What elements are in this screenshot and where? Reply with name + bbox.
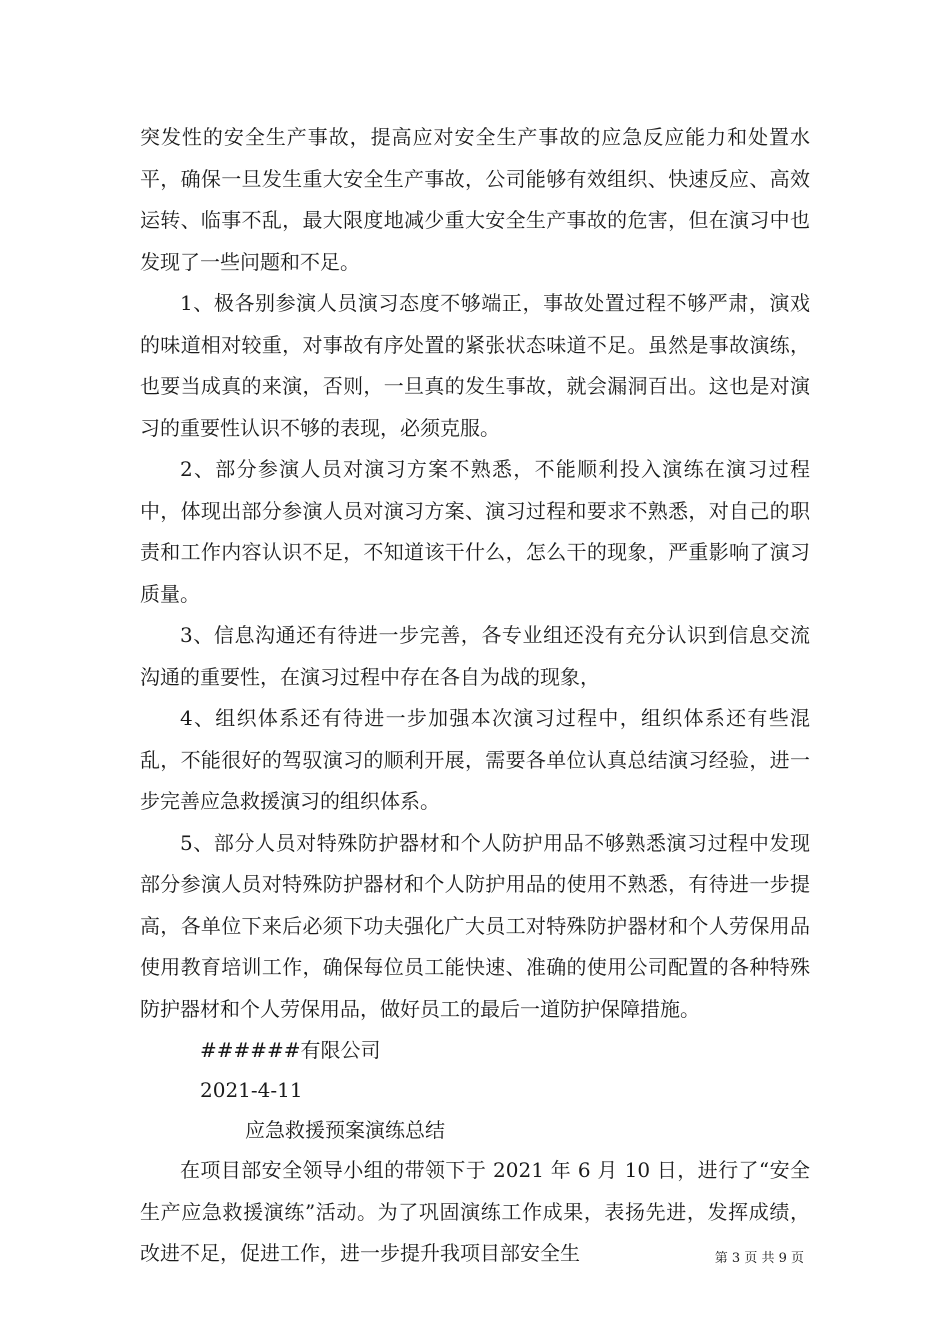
paragraph-issue-4: 4、组织体系还有待进一步加强本次演习过程中，组织体系还有些混乱，不能很好的驾驭演习的顺利开展，需要各单位认真总结演习经验，进一步完善应急救援演习的组织体系。 <box>140 706 810 813</box>
document-date: 2021-4-11 <box>200 1078 303 1102</box>
company-signature: ######有限公司 <box>200 1038 381 1062</box>
paragraph-issue-2: 2、部分参演人员对演习方案不熟悉，不能顺利投入演练在演习过程中，体现出部分参演人员对演习方案、演习过程和要求不熟悉，对自己的职责和工作内容认识不足，不知道该干什么，怎么干的现象，严重影响了演习质量。 <box>140 457 810 606</box>
paragraph-issue-5: 5、部分人员对特殊防护器材和个人防护用品不够熟悉演习过程中发现部分参演人员对特殊防护器材和个人防护用品的使用不熟悉，有待进一步提高，各单位下来后必须下功夫强化广大员工对特殊防护器材和个人劳保用品使用教育培训工作，确保每位员工能快速、准确的使用公司配置的各种特殊防护器材和个人劳保用品，做好员工的最后一道防护保障措施。 <box>140 830 810 1021</box>
paragraph-section-intro: 在项目部安全领导小组的带领下于 2021 年 6 月 10 日，进行了“安全生产应急救援演练”活动。为了巩固演练工作成果，表扬先进，发挥成绩，改进不足，促进工作，进一步提升我项目部安全生 <box>140 1158 810 1265</box>
paragraph-issue-1: 1、极各别参演人员演习态度不够端正，事故处置过程不够严肃，演戏的味道相对较重，对事故有序处置的紧张状态味道不足。虽然是事故演练，也要当成真的来演，否则，一旦真的发生事故，就会漏洞百出。这也是对演习的重要性认识不够的表现，必须克服。 <box>140 291 810 440</box>
page-number-footer: 第 3 页 共 9 页 <box>714 1251 804 1266</box>
paragraph-issue-3: 3、信息沟通还有待进一步完善，各专业组还没有充分认识到信息交流沟通的重要性，在演习过程中存在各自为战的现象， <box>140 623 810 689</box>
paragraph-intro-continued: 突发性的安全生产事故，提高应对安全生产事故的应急反应能力和处置水平，确保一旦发生重大安全生产事故，公司能够有效组织、快速反应、高效运转、临事不乱，最大限度地减少重大安全生产事故的危害，但在演习中也发现了一些问题和不足。 <box>140 125 810 274</box>
document-body <box>140 117 810 1275</box>
section-title: 应急救援预案演练总结 <box>245 1118 445 1142</box>
